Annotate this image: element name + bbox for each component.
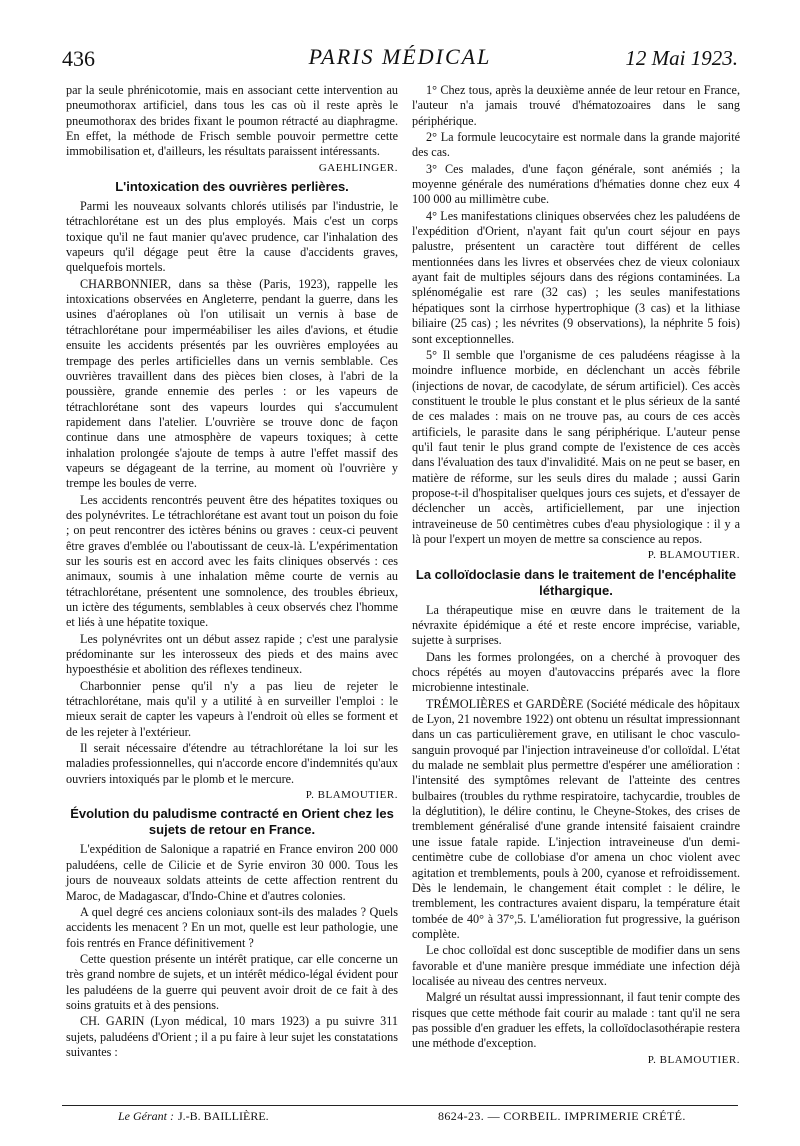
paragraph: par la seule phrénicotomie, mais en associant cette intervention au pneumothorax artificiel, dans tous les cas où il reste après le pneumothorax des brides fixant le poumon rétracté au diaphragme. En effet, la méthode de Frisch semble pouvoir permettre cette immobilisation et, d'ailleurs, les résultats paraissent intéressants. <box>66 83 398 159</box>
paragraph: La thérapeutique mise en œuvre dans le traitement de la névraxite épidémique a été et reste encore imprécise, variable, sujette à surprises. <box>412 602 740 648</box>
paragraph: Cette question présente un intérêt pratique, car elle concerne un très grand nombre de sujets, et un intérêt médico-légal évident pour les paludéens de la guerre qui peuvent avoir droit de ce fait à des soins gratuits et à des pensions. <box>66 951 398 1012</box>
issue-date: 12 Mai 1923. <box>625 46 738 70</box>
paragraph: Dans les formes prolongées, on a cherché à provoquer des chocs répétés au moyen d'autovaccins préparés avec la flore microbienne intestinale. <box>412 649 740 695</box>
right-column <box>412 83 740 1070</box>
paragraph: Parmi les nouveaux solvants chlorés utilisés par l'industrie, le tétrachlorétane est un des plus employés. Mais c'est un corps toxique qu'il ne faut manier qu'avec prudence, car l'inhalation des vapeurs qu'il dégage peut être la cause d'accidents graves, quelquefois mortels. <box>66 199 398 275</box>
paragraph: Il serait nécessaire d'étendre au tétrachlorétane la loi sur les maladies professionnelles, qui n'accorde encore d'indemnités qu'aux ouvriers intoxiqués par le plomb et le mercure. <box>66 741 398 786</box>
paragraph: 1° Chez tous, après la deuxième année de leur retour en France, l'auteur n'a jamais trouvé d'hématozoaires dans le sang périphérique. <box>412 83 740 128</box>
author-signature: P. BLAMOUTIER. <box>647 1053 740 1066</box>
paragraph: 2° La formule leucocytaire est normale dans la grande majorité des cas. <box>412 130 740 160</box>
gerant-name: J.-B. BAILLIÈRE. <box>178 1109 269 1123</box>
gerant-line <box>118 1109 269 1124</box>
article-heading: La colloïdoclasie dans le traitement de l'encéphalite léthargique. <box>415 566 737 598</box>
printer-imprint: 8624-23. — CORBEIL. IMPRIMERIE CRÉTÉ. <box>438 1109 686 1123</box>
paragraph: 4° Les manifestations cliniques observées chez les paludéens de l'expédition d'Orient, n'ayant fait qu'un court séjour en pays palustre, présentent un caractère tout différent de celles mentionnées dans les livres et observées chez de vieux coloniaux ayant fait de multiples séjours dans des régions contaminées. La splénomégalie est rare (32 cas) ; les seules manifestations hépatiques sont la cirrhose hypertrophique (3 cas) et la lithiase biliaire (25 cas) ; les névrites (9 observations), la néphrite 5 fois) sont exceptionnelles. <box>412 208 740 346</box>
running-header <box>0 42 800 82</box>
footer-divider <box>62 1105 738 1106</box>
paragraph: Le choc colloïdal est donc susceptible de modifier dans un sens favorable et d'une manière presque immédiate une infection déjà localisée au niveau des centres nerveux. <box>412 943 740 988</box>
paragraph: CHARBONNIER, dans sa thèse (Paris, 1923), rappelle les intoxications observées en Angleterre, pendant la guerre, dans les usines d'aéroplanes où l'on utilisait un vernis à base de tétrachlorétane pour imperméabiliser les ailes d'avions, et étudie ensuite les accidents présentés par les ouvrières employées au trempage des perles artificielles dans un vernis semblable. Ces ouvrières travaillent dans des pièces bien closes, à l'abri de la poussière, grande ennemie des perles : or les vapeurs de tétrachlorétane sont des vapeurs lourdes qui s'accumulent rapidement dans l'atelier. L'ouvrière se trouve donc de façon continue dans une atmosphère de vapeurs toxiques; à cette inhalation prolongée s'ajoute de temps à autre l'effet massif des vapeurs se dégageant de la terrine, au moment où l'ouvrière y trempe les boules de verre. <box>66 276 398 491</box>
article-heading: L'intoxication des ouvrières perlières. <box>115 179 349 195</box>
author-signature: P. BLAMOUTIER. <box>305 789 398 802</box>
paragraph: L'expédition de Salonique a rapatrié en France environ 200 000 paludéens, celle de Cilicie et de Syrie environ 30 000. Tous les jours de nouveaux soldats atteints de cette affection rentrent du Maroc, de Madagascar, d'Indo-Chine et d'autres colonies. <box>66 842 398 903</box>
page-number: 436 <box>62 46 95 71</box>
author-signature: P. BLAMOUTIER. <box>647 549 740 562</box>
page-footer <box>0 1109 800 1129</box>
paragraph: Les accidents rencontrés peuvent être des hépatites toxiques ou des polynévrites. Le tétrachlorétane est avant tout un poison du foie ; on peut rencontrer des ictères bénins ou graves : ceux-ci peuvent être graves d'emblée ou l'aboutissant de ceux-là. L'expérimentation sur les souris est en accord avec les faits cliniques observés : ces animaux, soumis à une inhalation même courte de vernis au tétrachlorétane, présentent une somnolence, des troubles ébrieux, un ictère des téguments, semblables à ceux observés chez l'homme et liés à une hépatite toxique. <box>66 492 398 630</box>
paragraph: TRÉMOLIÈRES et GARDÈRE (Société médicale des hôpitaux de Lyon, 21 novembre 1922) ont obtenu un résultat impressionnant dans un cas particulièrement grave, en utilisant le choc vasculo-sanguin provoqué par l'injection intraveineuse d'or colloïdal. L'état du malade ne semblait plus permettre d'espérer une amélioration : l'intensité des symptômes relevant de l'atteinte des centres bulbaires (troubles du rythme respiratoire, tachycardie, troubles de la déglutition), le délire continu, le Cheyne-Stokes, des crises de tremblement généralisé d'une grande intensité faisaient craindre une issue fatale rapide. L'injection intraveineuse d'un demi-centimètre cube de collobiase d'or amena un choc violent avec agitation et tremblements, pouls à 200, cyanose et refroidissement. Dès le lendemain, le changement était complet : le délire, le tremblement, les contractures avaient disparu, la température était tombée de 40° à 37°,5. L'amélioration fut progressive, la guérison complète. <box>412 696 740 941</box>
paragraph: CH. GARIN (Lyon médical, 10 mars 1923) a pu suivre 311 sujets, paludéens d'Orient ; il a pu faire à leur sujet les constatations suivantes : <box>66 1014 398 1059</box>
paragraph: Charbonnier pense qu'il n'y a pas lieu de rejeter le tétrachlorétane, mais qu'il y a utilité à en surveiller l'emploi : le mieux serait de capter les vapeurs à l'endroit où elles se forment et de les rejeter à l'extérieur. <box>66 678 398 739</box>
left-column <box>66 83 398 1061</box>
gerant-label: Le Gérant : <box>118 1109 174 1123</box>
paragraph: Malgré un résultat aussi impressionnant, il faut tenir compte des risques que cette méthode fait courir au malade : tant qu'il ne sera pas possible d'en graduer les effets, la colloïdoclasothérapie restera une méthode d'exception. <box>412 990 740 1051</box>
article-heading: Évolution du paludisme contracté en Orient chez les sujets de retour en France. <box>70 806 394 838</box>
paragraph: 3° Ces malades, d'une façon générale, sont anémiés ; la moyenne générale des numérations d'hématies donne chez eux 4 100 000 au millimètre cube. <box>412 161 740 207</box>
journal-title: PARIS MÉDICAL <box>308 44 492 69</box>
paragraph: A quel degré ces anciens coloniaux sont-ils des malades ? Quels accidents les menacent ? En un mot, quelle est leur pathologie, une fois rentrés en France définitivement ? <box>66 904 398 950</box>
paragraph: Les polynévrites ont un début assez rapide ; c'est une paralysie prédominante sur les interosseux des pieds et des mains avec hypoesthésie et abolition des réflexes tendineux. <box>66 631 398 677</box>
paragraph: 5° Il semble que l'organisme de ces paludéens réagisse à la moindre influence morbide, en déclenchant un accès fébrile (injections de novar, de cacodylate, de sérum artificiel). Ces accès constituent le trouble le plus constant et le plus sérieux de la santé de ces malades : mais on ne trouve pas, au cours de ces accès artificiels, le parasite dans le sang périphérique. L'auteur pense qu'il faut tenir le plus grand compte de l'existence de ces accès dans l'évaluation des taux d'invalidité. Mais on ne peut se baser, en matière de réforme, sur les seuls dires du malade ; aussi Garin propose-t-il d'hospitaliser quelques jours ces sujets, et d'essayer de déclencher un accès, artificiellement, par une injection intraveineuse de 50 centimètres cubes d'eau physiologique : il y a là pour l'expert un moyen de mettre sa conscience au repos. <box>412 347 740 546</box>
author-signature: GAEHLINGER. <box>318 161 398 174</box>
